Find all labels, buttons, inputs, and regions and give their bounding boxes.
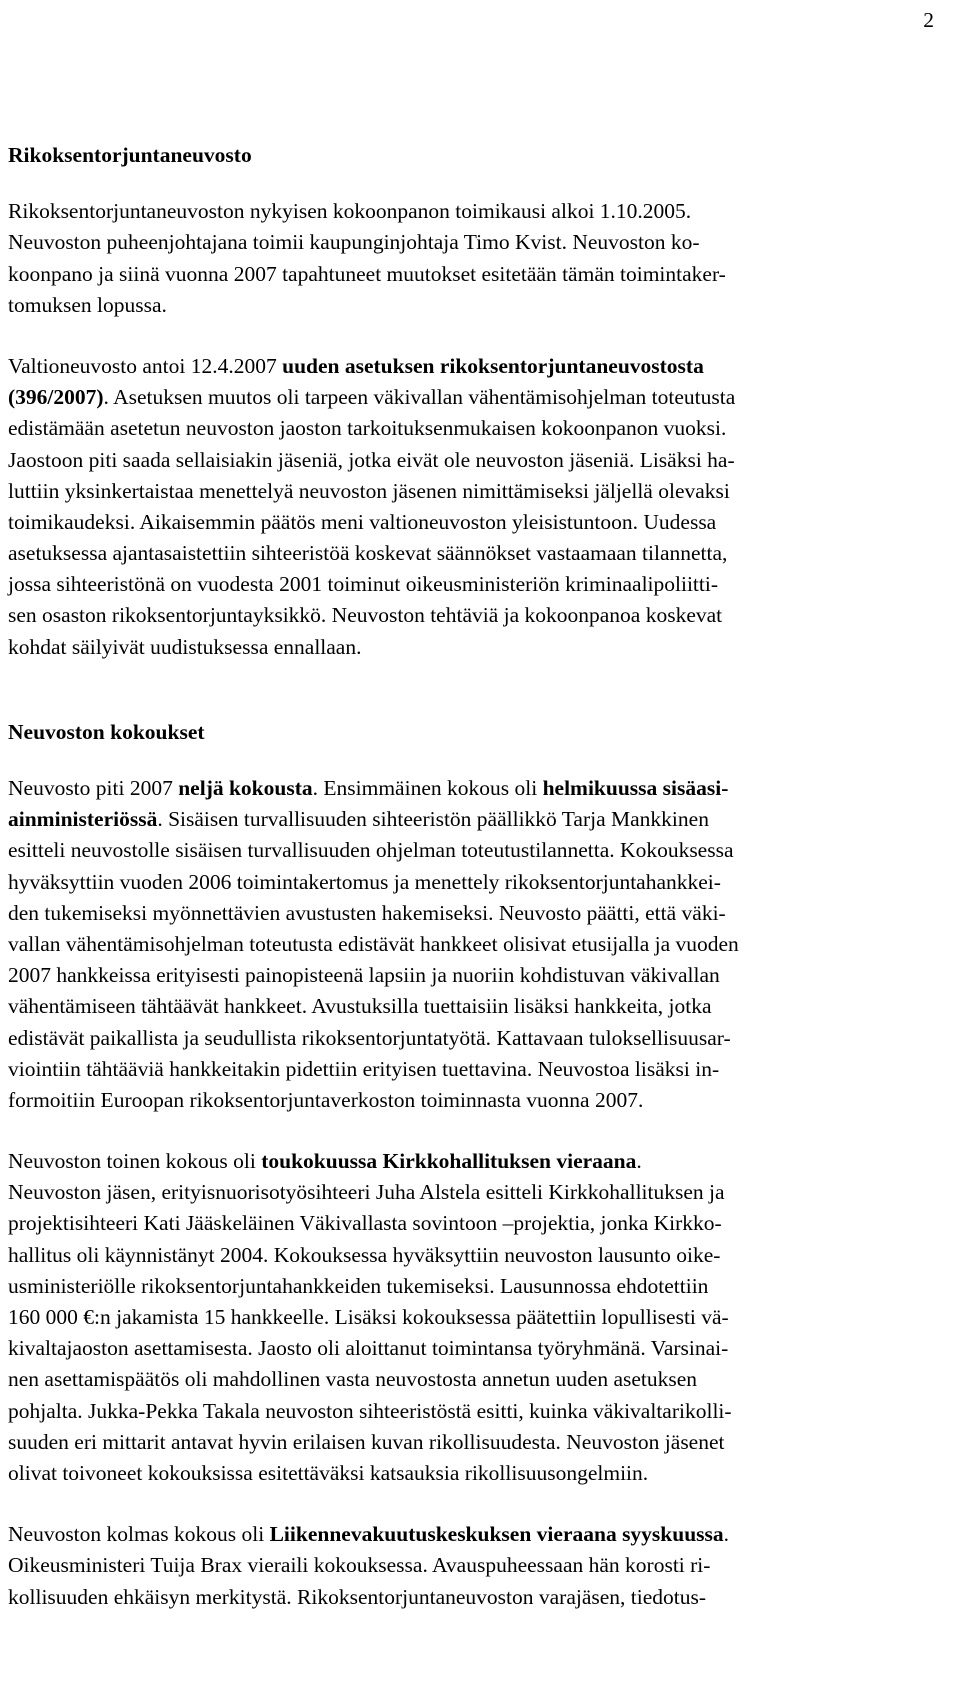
text: 160 000 €:n jakamista 15 hankkeelle. Lisäksi kokouksessa päätettiin lopullisesti vä-	[8, 1305, 729, 1329]
text-line	[8, 835, 948, 866]
text: projektisihteeri Kati Jääskeläinen Väkivallasta sovintoon –projektia, jonka Kirkko-	[8, 1211, 722, 1236]
text: hallitus oli käynnistänyt 2004. Kokouksessa hyväksyttiin neuvoston lausunto oike-	[8, 1242, 721, 1267]
text: . Sisäisen turvallisuuden sihteeristön päällikkö Tarja Mankkinen	[157, 807, 709, 832]
text-line	[8, 1208, 948, 1239]
section-heading: Neuvoston kokoukset	[8, 719, 205, 744]
text-line	[8, 1302, 948, 1333]
text: luttiin yksinkertaistaa menettelyä neuvoston jäsenen nimittämiseksi jäljellä olevaksi	[8, 478, 730, 503]
text-line	[8, 1271, 948, 1302]
bold-text: toukokuussa Kirkkohallituksen vieraana	[261, 1149, 637, 1174]
text-line	[8, 1458, 948, 1489]
text: kivaltajaoston asettamisesta. Jaosto oli aloittanut toimintansa työryhmänä. Varsinai-	[8, 1336, 729, 1361]
text: pohjalta. Jukka-Pekka Takala neuvoston sihteeristöstä esitti, kuinka väkivaltarikolli-	[8, 1398, 732, 1423]
text-line	[8, 1146, 948, 1177]
bold-text: ainministeriössä	[8, 807, 158, 832]
text: 2007 hankkeissa erityisesti painopisteenä lapsiin ja nuoriin kohdistuvan väkivallan	[8, 963, 720, 988]
text: esitteli neuvostolle sisäisen turvallisuuden ohjelman toteutustilannetta. Kokouksessa	[8, 838, 734, 863]
text-line	[8, 1240, 948, 1271]
text: sen osaston rikoksentorjuntayksikkö. Neuvoston tehtäviä ja kokoonpanoa koskevat	[8, 603, 723, 628]
paragraph	[8, 1146, 948, 1489]
bold-text: (396/2007)	[8, 385, 104, 410]
text-line	[8, 898, 948, 929]
text-line	[8, 196, 948, 227]
paragraph	[8, 196, 948, 321]
text-line	[8, 227, 948, 258]
text-line	[8, 632, 948, 663]
text: viointiin tähtääviä hankkeitakin pidettiin erityisen tuettavina. Neuvostoa lisäksi in-	[8, 1056, 720, 1081]
text-line	[8, 1582, 948, 1613]
text: den tukemiseksi myönnettävien avustusten hakemiseksi. Neuvosto päätti, että väki-	[8, 900, 726, 925]
document-body	[8, 140, 948, 1613]
text-line	[8, 1427, 948, 1458]
text-line	[8, 538, 948, 569]
text-line	[8, 991, 948, 1022]
text: Neuvoston puheenjohtajana toimii kaupunginjohtaja Timo Kvist. Neuvoston ko-	[8, 230, 700, 255]
text: kollisuuden ehkäisyn merkitystä. Rikoksentorjuntaneuvoston varajäsen, tiedotus-	[8, 1584, 707, 1609]
text: edistämään asetetun neuvoston jaoston tarkoituksenmukaisen kokoonpanon vuoksi.	[8, 416, 727, 441]
text: hyväksyttiin vuoden 2006 toimintakertomus ja menettely rikoksentorjuntahankkei-	[8, 869, 721, 894]
text: Neuvoston kolmas kokous oli	[8, 1522, 270, 1547]
text: . Ensimmäinen kokous oli	[312, 776, 543, 800]
section-heading: Rikoksentorjuntaneuvosto	[8, 143, 252, 167]
bold-text: helmikuussa sisäasi-	[542, 776, 729, 800]
text: vallan vähentämisohjelman toteutusta edistävät hankkeet olisivat etusijalla ja vuoden	[8, 931, 739, 956]
text: nen asettamispäätös oli mahdollinen vasta neuvostosta annetun uuden asetuksen	[8, 1367, 698, 1392]
text: usministeriölle rikoksentorjuntahankkeiden tukemiseksi. Lausunnossa ehdotettiin	[8, 1273, 709, 1298]
text-line	[8, 929, 948, 960]
text: edistävät paikallista ja seudullista rikoksentorjuntatyötä. Kattavaan tuloksellisuusar-	[8, 1025, 731, 1050]
text-line	[8, 1177, 948, 1208]
bold-text: uuden asetuksen rikoksentorjuntaneuvostosta	[282, 353, 704, 378]
text-line	[8, 1333, 948, 1364]
text-line	[8, 1054, 948, 1085]
text: Neuvosto piti 2007	[8, 776, 179, 800]
text: koonpano ja siinä vuonna 2007 tapahtuneet muutokset esitetään tämän toimintaker-	[8, 261, 726, 286]
text-line	[8, 1519, 948, 1550]
text: Rikoksentorjuntaneuvoston nykyisen kokoonpanon toimikausi alkoi 1.10.2005.	[8, 199, 692, 224]
text-line	[8, 569, 948, 600]
text-line	[8, 773, 948, 804]
text: toimikaudeksi. Aikaisemmin päätös meni valtioneuvoston yleisistuntoon. Uudessa	[8, 509, 717, 534]
text: formoitiin Euroopan rikoksentorjuntaverkoston toiminnasta vuonna 2007.	[8, 1087, 644, 1112]
paragraph	[8, 773, 948, 1116]
text-line	[8, 1085, 948, 1116]
text-line	[8, 1550, 948, 1581]
text-line	[8, 290, 948, 321]
text: kohdat säilyivät uudistuksessa ennallaan.	[8, 634, 362, 659]
text: Valtioneuvosto antoi 12.4.2007	[8, 353, 283, 378]
text-line	[8, 507, 948, 538]
text: tomuksen lopussa.	[8, 292, 167, 317]
text: Neuvoston jäsen, erityisnuorisotyösihteeri Juha Alstela esitteli Kirkkohallituksen ja	[8, 1180, 725, 1205]
text-line	[8, 351, 948, 382]
paragraph	[8, 351, 948, 663]
text-line	[8, 445, 948, 476]
text: asetuksessa ajantasaistettiin sihteeristöä koskevat säännökset vastaamaan tilannetta,	[8, 541, 728, 566]
text-line	[8, 1364, 948, 1395]
text-line	[8, 1023, 948, 1054]
section	[8, 717, 948, 1613]
text: Oikeusministeri Tuija Brax vieraili kokouksessa. Avauspuheessaan hän korosti ri-	[8, 1553, 711, 1578]
text-line	[8, 600, 948, 631]
text: . Asetuksen muutos oli tarpeen väkivallan vähentämisohjelman toteutusta	[103, 385, 736, 410]
text-line	[8, 476, 948, 507]
text: .	[723, 1522, 730, 1547]
text-line	[8, 1396, 948, 1427]
text: jossa sihteeristönä on vuodesta 2001 toiminut oikeusministeriön kriminaalipoliitti-	[8, 572, 719, 597]
text: vähentämiseen tähtäävät hankkeet. Avustuksilla tuettaisiin lisäksi hankkeita, jotka	[8, 994, 712, 1019]
text: Jaostoon piti saada sellaisiakin jäseniä, jotka eivät ole neuvoston jäseniä. Lisäksi ha-	[8, 447, 735, 472]
bold-text: neljä kokousta	[178, 776, 313, 800]
text-line	[8, 413, 948, 444]
text: olivat toivoneet kokouksissa esitettäväksi katsauksia rikollisuusongelmiin.	[8, 1460, 649, 1485]
text: .	[636, 1149, 642, 1174]
text-line	[8, 804, 948, 835]
text-line	[8, 382, 948, 413]
text: Neuvoston toinen kokous oli	[8, 1149, 262, 1174]
page-number: 2	[923, 8, 934, 32]
text: suuden eri mittarit antavat hyvin erilaisen kuvan rikollisuudesta. Neuvoston jäsenet	[8, 1429, 725, 1454]
text-line	[8, 867, 948, 898]
bold-text: Liikennevakuutuskeskuksen vieraana syyskuussa	[269, 1522, 724, 1547]
text-line	[8, 960, 948, 991]
section	[8, 140, 948, 663]
paragraph	[8, 1519, 948, 1613]
text-line	[8, 259, 948, 290]
